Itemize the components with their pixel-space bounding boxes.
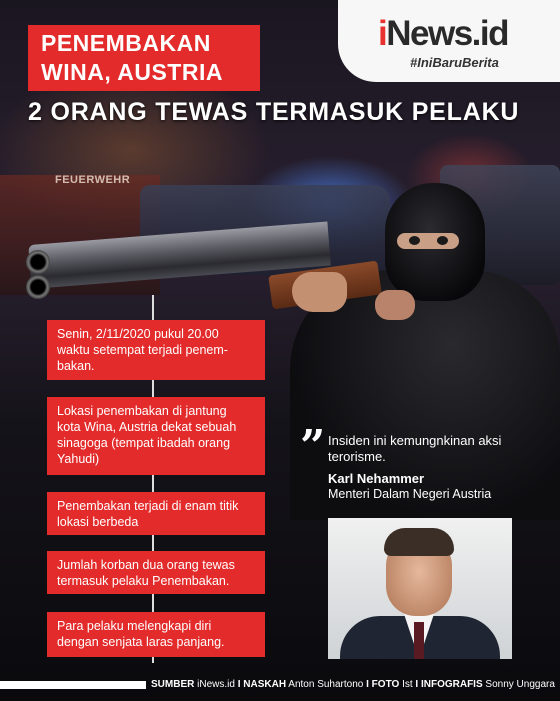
quote-icon: ” [300, 421, 326, 472]
balaclava-eye-slot [397, 233, 459, 249]
footer-value-photo: Ist [402, 679, 413, 690]
logo-prefix: i [378, 14, 387, 53]
gunman-eye-right [437, 236, 448, 245]
title-box [28, 25, 260, 91]
timeline-box-2 [47, 397, 265, 475]
footer-label-photo: I FOTO [366, 679, 400, 690]
gunman-hand-front [292, 272, 347, 312]
footer-label-infographic: I INFOGRAFIS [415, 679, 483, 690]
brand-logo-box [338, 0, 560, 82]
footer-value-writer: Anton Suhartono [288, 679, 364, 690]
timeline-text-4: Jumlah korban dua orang tewas termasuk pelaku Penembakan. [57, 558, 235, 588]
timeline-box-5 [47, 612, 265, 657]
timeline-text-3: Penembakan terjadi di enam titik lokasi berbeda [57, 499, 239, 529]
quote-author-name: Karl Nehammer [328, 471, 425, 486]
timeline-text-5: Para pelaku melengkapi diri dengan senjata laras panjang. [57, 619, 225, 649]
title-line-1: PENEMBAKAN [41, 30, 211, 56]
shotgun-muzzle-top [26, 250, 50, 274]
gunman-eye-left [409, 236, 420, 245]
logo-rest: News.id [386, 14, 508, 53]
timeline-text-1: Senin, 2/11/2020 pukul 20.00 waktu setempat terjadi penem- bakan. [57, 327, 228, 373]
quote-text: Insiden ini kemungnkinan aksi terorisme. [328, 433, 502, 464]
footer-label-source: SUMBER [151, 679, 195, 690]
timeline-box-1 [47, 320, 265, 380]
photo-hair [384, 528, 454, 556]
footer-credits [151, 679, 555, 690]
shotgun-muzzle-bottom [26, 275, 50, 299]
footer-value-infographic: Sonny Unggara [485, 679, 555, 690]
gunman-hand-rear [375, 290, 415, 320]
footer-bar [0, 681, 146, 689]
timeline-box-4 [47, 551, 265, 594]
footer-value-source: iNews.id [197, 679, 235, 690]
timeline-box-3 [47, 492, 265, 535]
quote-author-role: Menteri Dalam Negeri Austria [328, 487, 492, 501]
page-subtitle: 2 ORANG TEWAS TERMASUK PELAKU [28, 98, 520, 126]
footer-label-writer: I NASKAH [237, 679, 287, 690]
minister-photo [328, 518, 512, 659]
photo-tie [414, 622, 424, 659]
brand-hashtag: #IniBaruBerita [410, 55, 499, 70]
timeline-text-2: Lokasi penembakan di jantung kota Wina, Austria dekat sebuah sinagoga (tempat ibadah orang Yahudi) [57, 404, 237, 466]
fire-truck-label: FEUERWEHR [55, 174, 131, 186]
title-line-2: WINA, AUSTRIA [41, 59, 223, 85]
brand-logo [378, 14, 508, 54]
